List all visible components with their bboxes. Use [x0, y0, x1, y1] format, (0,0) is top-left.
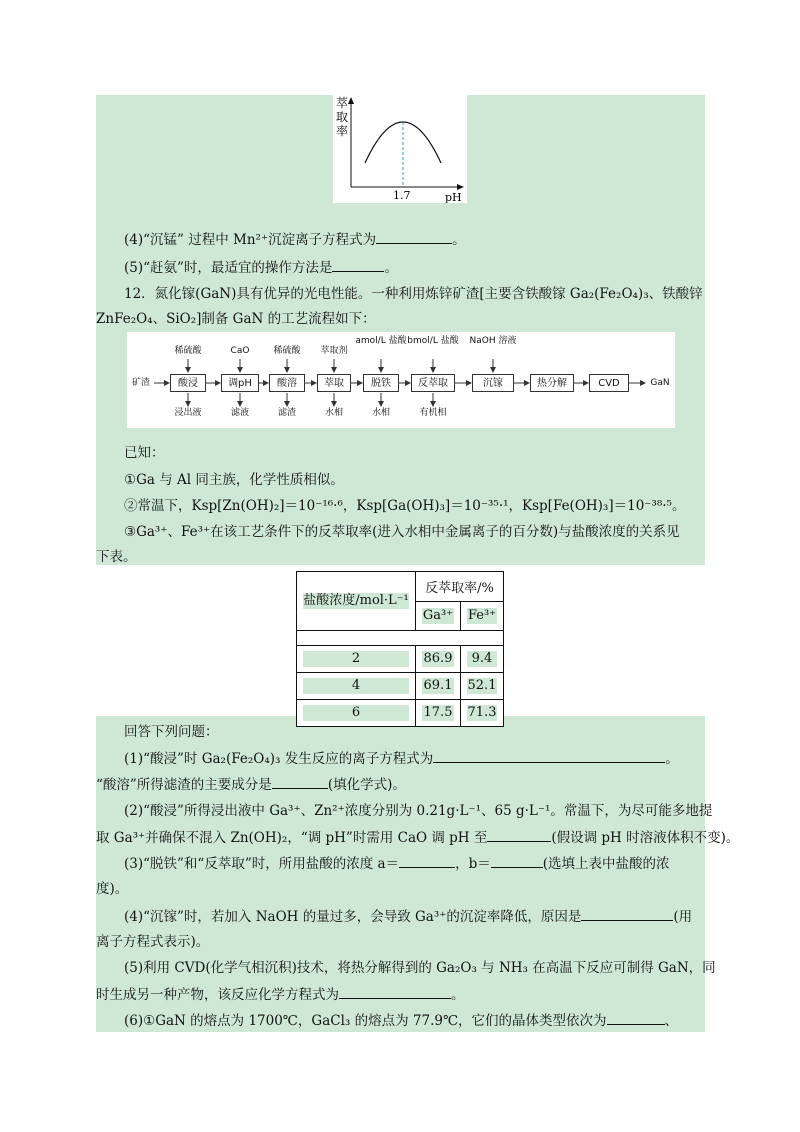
flow-step-reagent: amol/L 盐酸 [355, 336, 407, 346]
answer-1-line-1: (1)“酸浸”时 Ga₂(Fe₂O₄)₃ 发生反应的离子方程式为 。 [124, 748, 679, 769]
q5-end: 。 [384, 260, 398, 276]
q4-text: (4)“沉锰” 过程中 Mn²⁺沉淀离子方程式为 [124, 232, 377, 248]
table-group-header: 反萃取率/% [416, 572, 504, 602]
a3-blank-b[interactable] [491, 853, 543, 868]
y-label-1: 萃 [336, 96, 349, 110]
q5-answer-blank[interactable] [332, 257, 384, 272]
answer-5-line-1: (5)利用 CVD(化学气相沉积)技术，将热分解得到的 Ga₂O₃ 与 NH₃ 在高温下反应可制得 GaN，同 [124, 960, 716, 976]
flow-start-label: 矿渣 [131, 378, 150, 388]
a4-blank[interactable] [581, 906, 673, 921]
flow-step-box: CVD [589, 374, 629, 392]
known-title: 已知： [124, 445, 165, 461]
answer-1-line-2: “酸溶”所得滤渣的主要成分是 (填化学式)。 [96, 774, 406, 795]
answer-2-line-1: (2)“酸浸”所得浸出液中 Ga³⁺、Zn²⁺浓度分别为 0.21g·L⁻¹、65 g·L⁻¹。常温下，为尽可能多地提 [124, 803, 713, 819]
table-row: 4 69.1 52.1 [297, 673, 504, 700]
flow-step-box: 酸浸 [170, 374, 206, 392]
stripping-rate-table [296, 571, 504, 727]
q4-end: 。 [452, 232, 466, 248]
answer-3-line-2: 度)。 [96, 881, 129, 897]
flow-step-reagent: 稀硫酸 [174, 346, 202, 356]
flow-step-output: 浸出液 [174, 408, 202, 418]
a1-blank-1[interactable] [433, 748, 665, 763]
table-row: 2 86.9 9.4 [297, 646, 504, 673]
flow-step-box: 沉镓 [472, 374, 514, 392]
x-axis-arrow [457, 184, 464, 190]
y-axis-arrow [348, 97, 354, 104]
question-5 [124, 257, 398, 278]
flow-step-output: 有机相 [419, 408, 447, 418]
problem-12-line-2: ZnFe₂O₄、SiO₂]制备 GaN 的工艺流程如下： [96, 311, 376, 327]
problem-12-line-1: 12．氮化镓(GaN)具有优异的光电性能。一种利用炼锌矿渣[主要含铁酸镓 Ga₂(Fe₂O₄)₃、铁酸锌 [124, 286, 703, 302]
a1-blank-2[interactable] [272, 774, 328, 789]
known-2: ②常温下，Ksp[Zn(OH)₂]＝10⁻¹⁶·⁶，Ksp[Ga(OH)₃]＝10⁻³⁵·¹，Ksp[Fe(OH)₃]＝10⁻³⁸·⁵。 [124, 498, 686, 514]
answer-title: 回答下列问题： [124, 724, 219, 740]
peak-tick-label: 1.7 [393, 189, 411, 202]
answer-6-line-1: (6)①GaN 的熔点为 1700℃，GaCl₃ 的熔点为 77.9℃，它们的晶体类型依次为 、 [124, 1010, 678, 1031]
flow-step-output: 水相 [371, 408, 390, 418]
a3-blank-a[interactable] [399, 853, 455, 868]
known-3-line-1: ③Ga³⁺、Fe³⁺在该工艺条件下的反萃取率(进入水相中金属离子的百分数)与盐酸浓度的关系见 [124, 524, 680, 540]
flow-step-reagent: 稀硫酸 [273, 346, 301, 356]
y-label-2: 取 [336, 110, 349, 124]
answer-4-line-1: (4)“沉镓”时，若加入 NaOH 的量过多，会导致 Ga³⁺的沉淀率降低，原因是 (用 [124, 906, 692, 927]
flow-step-box: 调pH [221, 374, 259, 392]
flow-step-box: 脱铁 [363, 374, 399, 392]
process-flow-diagram [127, 332, 675, 428]
question-4 [124, 229, 466, 250]
q5-text: (5)“赶氨”时，最适宜的操作方法是 [124, 260, 333, 276]
known-3-line-2: 下表。 [96, 549, 137, 565]
known-1: ①Ga 与 Al 同主族，化学性质相似。 [124, 472, 344, 488]
answer-3-line-1: (3)“脱铁”和“反萃取”时，所用盐酸的浓度 a＝ ，b＝ (选填上表中盐酸的浓 [124, 853, 670, 874]
flow-step-output: 水相 [324, 408, 343, 418]
table-sub-header-ga: Ga³⁺ [416, 601, 461, 631]
flow-step-output: 滤液 [230, 408, 249, 418]
answer-4-line-2: 离子方程式表示)。 [96, 934, 210, 950]
flow-step-output: 滤渣 [277, 408, 296, 418]
flow-step-box: 反萃取 [411, 374, 455, 392]
answer-5-line-2: 时生成另一种产物，该反应化学方程式为 。 [96, 984, 465, 1005]
chart-svg [333, 95, 467, 203]
y-label-3: 率 [336, 124, 349, 138]
q4-answer-blank[interactable] [376, 229, 452, 244]
table-sub-header-fe: Fe³⁺ [461, 601, 504, 631]
extraction-rate-chart [333, 95, 467, 203]
table-row: 6 17.5 71.3 [297, 700, 504, 727]
a2-blank[interactable] [487, 827, 551, 842]
flow-step-reagent: CaO [230, 346, 250, 356]
flow-step-box: 热分解 [530, 374, 574, 392]
flow-step-reagent: NaOH 溶液 [469, 336, 517, 346]
flow-end-label: GaN [650, 378, 670, 388]
flow-step-reagent: bmol/L 盐酸 [407, 336, 459, 346]
flow-step-box: 萃取 [317, 374, 351, 392]
table-spacer [297, 631, 504, 646]
flow-step-box: 酸溶 [269, 374, 305, 392]
table-col-header: 盐酸浓度/mol·L⁻¹ [297, 572, 416, 631]
flow-step-reagent: 萃取剂 [320, 346, 348, 356]
answer-2-line-2: 取 Ga³⁺并确保不混入 Zn(OH)₂，“调 pH”时需用 CaO 调 pH 至 (假设调 pH 时溶液体积不变)。 [96, 827, 739, 848]
x-axis-label: pH [445, 191, 462, 203]
a6-blank-1[interactable] [607, 1010, 665, 1025]
a5-blank[interactable] [339, 984, 451, 999]
